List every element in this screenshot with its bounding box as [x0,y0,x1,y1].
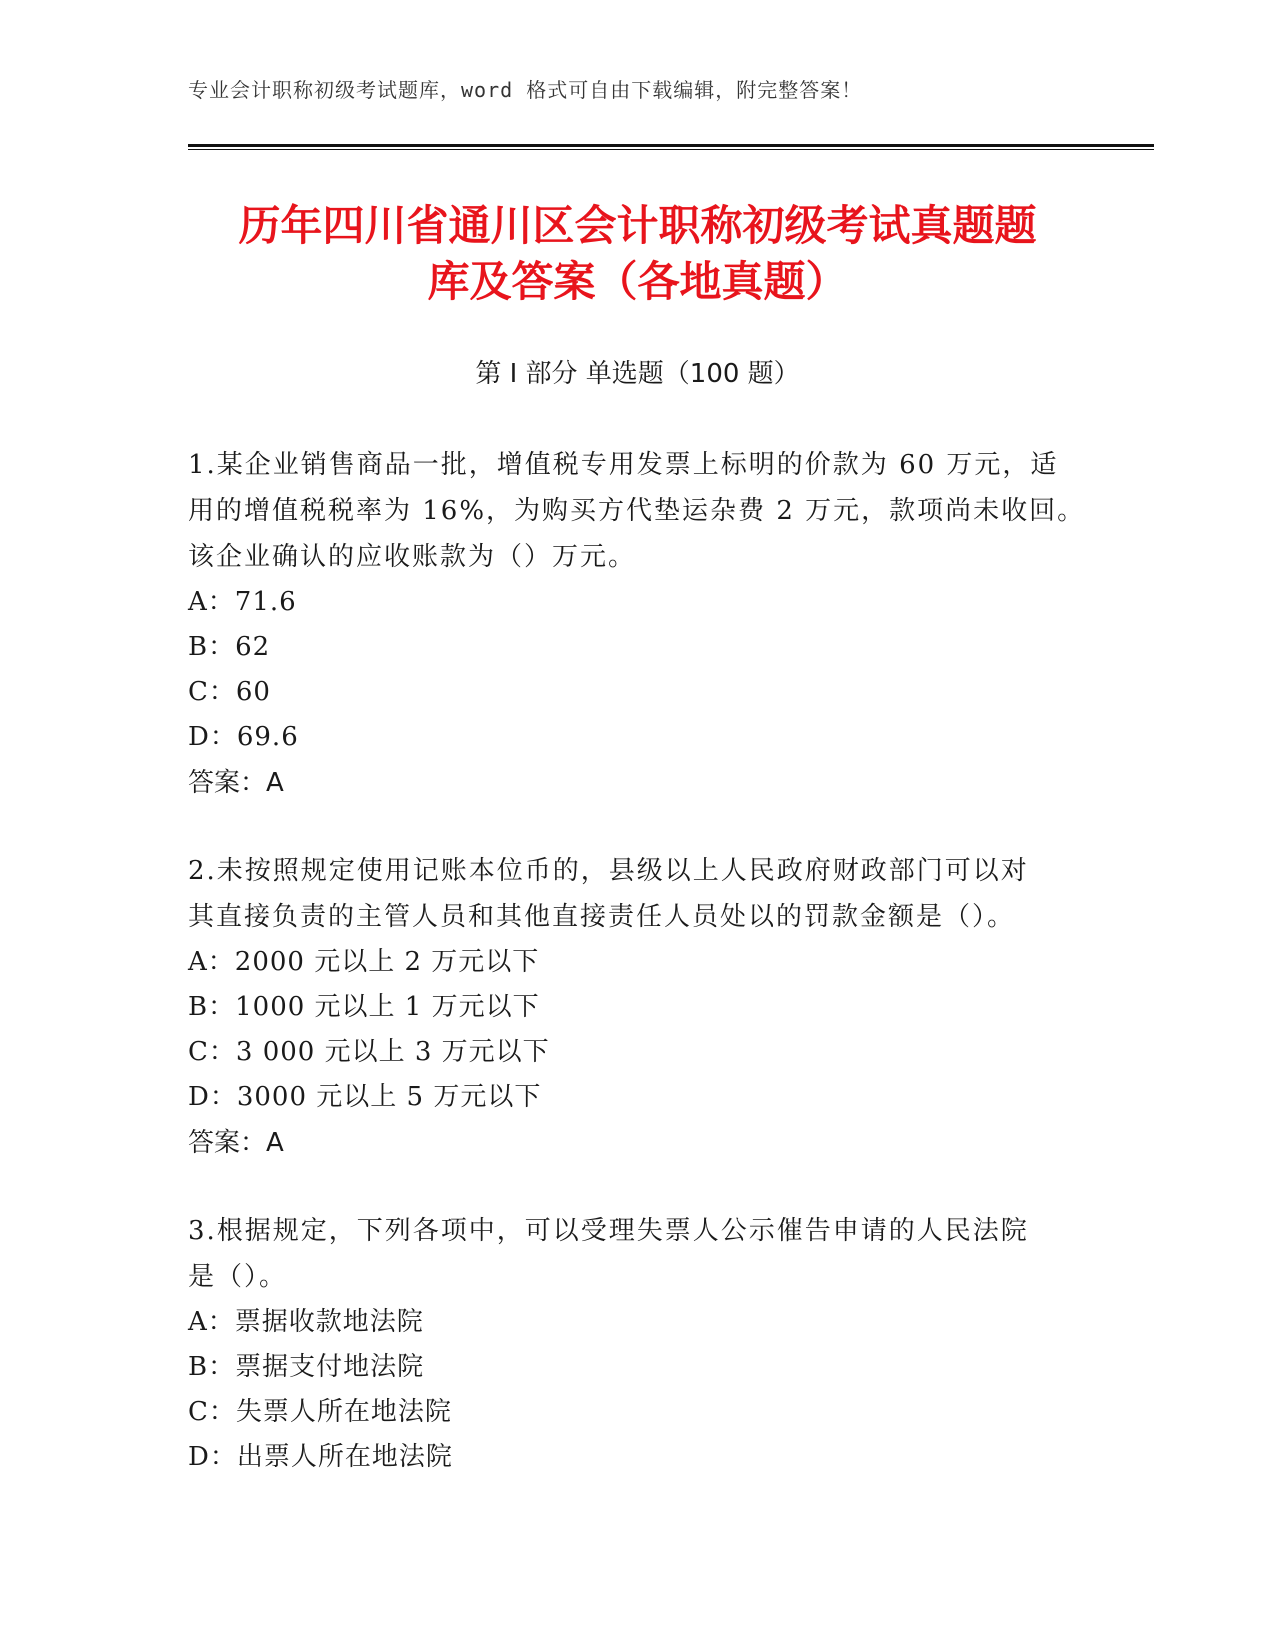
stem-line: 1.某企业销售商品一批，增值税专用发票上标明的价款为 60 万元，适 [188,450,1059,480]
option-b: B：1000 元以上 1 万元以下 [188,992,540,1022]
option-a: A：71.6 [188,587,297,617]
option-d: D：3000 元以上 5 万元以下 [188,1082,542,1112]
header-divider [188,144,1154,150]
option-c: C：失票人所在地法院 [188,1397,452,1427]
header-note: 专业会计职称初级考试题库，word 格式可自由下载编辑，附完整答案！ [188,78,863,102]
option-c: C：60 [188,677,271,707]
option-d: D：69.6 [188,722,299,752]
answer: 答案：A [188,768,284,798]
stem-line: 用的增值税税率为 16%，为购买方代垫运杂费 2 万元，款项尚未收回。 [188,496,1086,526]
question-stem [188,848,1088,940]
option-d: D：出票人所在地法院 [188,1442,453,1472]
document-title-line-2: 库及答案（各地真题） [427,257,848,306]
stem-line: 2.未按照规定使用记账本位币的，县级以上人民政府财政部门可以对 [188,856,1029,886]
stem-line: 该企业确认的应收账款为（）万元。 [188,542,637,572]
question-list [188,442,1088,1522]
option-b: B：票据支付地法院 [188,1352,425,1382]
question-stem [188,1208,1088,1300]
option-b: B：62 [188,632,271,662]
option-a: A：2000 元以上 2 万元以下 [188,947,540,977]
option-c: C：3 000 元以上 3 万元以下 [188,1037,550,1067]
question-1 [188,442,1088,806]
stem-line: 其直接负责的主管人员和其他直接责任人员处以的罚款金额是（）。 [188,902,1016,932]
question-3 [188,1208,1088,1480]
document-title [150,198,1125,310]
stem-line: 3.根据规定，下列各项中，可以受理失票人公示催告申请的人民法院 [188,1216,1029,1246]
document-title-line-1: 历年四川省通川区会计职称初级考试真题题 [238,201,1037,250]
stem-line: 是（）。 [188,1262,288,1292]
question-2 [188,848,1088,1166]
answer: 答案：A [188,1128,284,1158]
question-stem [188,442,1088,580]
section-title: 第 I 部分 单选题（100 题） [475,359,800,389]
option-a: A：票据收款地法院 [188,1307,424,1337]
